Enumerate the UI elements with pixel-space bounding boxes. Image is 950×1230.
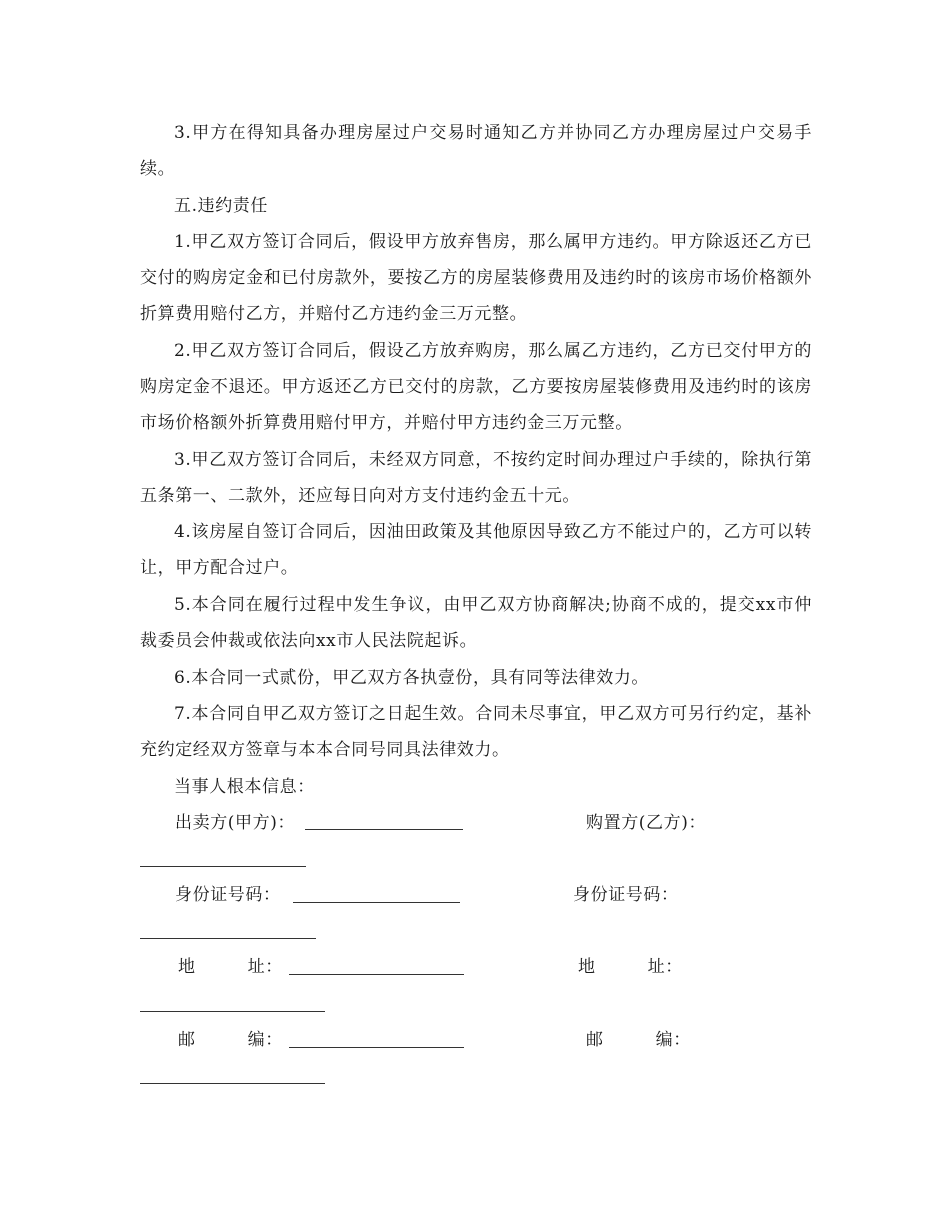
seller-postcode-char2: 编： [247,1030,283,1050]
seller-address-blank[interactable] [289,974,464,975]
breach-clause-7: 7.本合同自甲乙双方签订之日起生效。合同未尽事宜，甲乙双方可另行约定，基补充约定经双方签章与本本合同号同具法律效力。 [140,704,812,760]
breach-clause-6: 6.本合同一式贰份，甲乙双方各执壹份，具有同等法律效力。 [174,668,650,688]
breach-clause-2: 2.甲乙双方签订合同后，假设乙方放弃购房，那么属乙方违约，乙方已交付甲方的购房定金不退还。甲方返还乙方已交付的房款，乙方要按房屋装修费用及违约时的该房市场价格额外折算费用赔付甲方，并赔付甲方违约金三万元整。 [140,341,812,433]
breach-clause-5: 5.本合同在履行过程中发生争议，由甲乙双方协商解决;协商不成的，提交xx市仲裁委员会仲裁或依法向xx市人民法院起诉。 [140,595,812,651]
seller-address-char1: 地 [178,957,196,977]
buyer-id-blank[interactable] [140,938,316,939]
buyer-address-char1: 地 [578,957,596,977]
seller-label: 出卖方(甲方)： [175,813,296,833]
buyer-address-blank[interactable] [140,1011,325,1012]
section-title-breach: 五.违约责任 [174,196,269,216]
seller-id-label: 身份证号码： [175,885,281,905]
parties-intro: 当事人根本信息： [174,777,315,797]
breach-clause-3: 3.甲乙双方签订合同后，未经双方同意，不按约定时间办理过户手续的，除执行第五条第一、二款外，还应每日向对方支付违约金五十元。 [140,450,812,506]
seller-postcode-blank[interactable] [289,1047,464,1048]
buyer-address-label [578,955,683,979]
buyer-postcode-blank[interactable] [140,1083,325,1084]
seller-name-blank[interactable] [305,829,463,830]
seller-postcode-char1: 邮 [178,1030,196,1050]
seller-address-char2: 址： [247,957,283,977]
breach-clause-4: 4.该房屋自签订合同后，因油田政策及其他原因导致乙方不能过户的，乙方可以转让，甲方配合过户。 [140,522,812,578]
buyer-id-label: 身份证号码： [573,885,679,905]
breach-clause-1: 1.甲乙双方签订合同后，假设甲方放弃售房，那么属甲方违约。甲方除返还乙方已交付的购房定金和已付房款外，要按乙方的房屋装修费用及违约时的该房市场价格额外折算费用赔付乙方，并赔付乙方违约金三万元整。 [140,232,812,324]
seller-address-label [178,955,283,979]
buyer-postcode-char1: 邮 [586,1030,604,1050]
seller-postcode-label [178,1028,283,1052]
buyer-postcode-char2: 编： [655,1030,691,1050]
buyer-address-char2: 址： [647,957,683,977]
buyer-postcode-label [586,1028,691,1052]
seller-id-blank[interactable] [293,902,460,903]
buyer-name-blank[interactable] [140,866,306,867]
buyer-label: 购置方(乙方)： [586,813,707,833]
transfer-clause-3: 3.甲方在得知具备办理房屋过户交易时通知乙方并协同乙方办理房屋过户交易手续。 [140,123,812,179]
